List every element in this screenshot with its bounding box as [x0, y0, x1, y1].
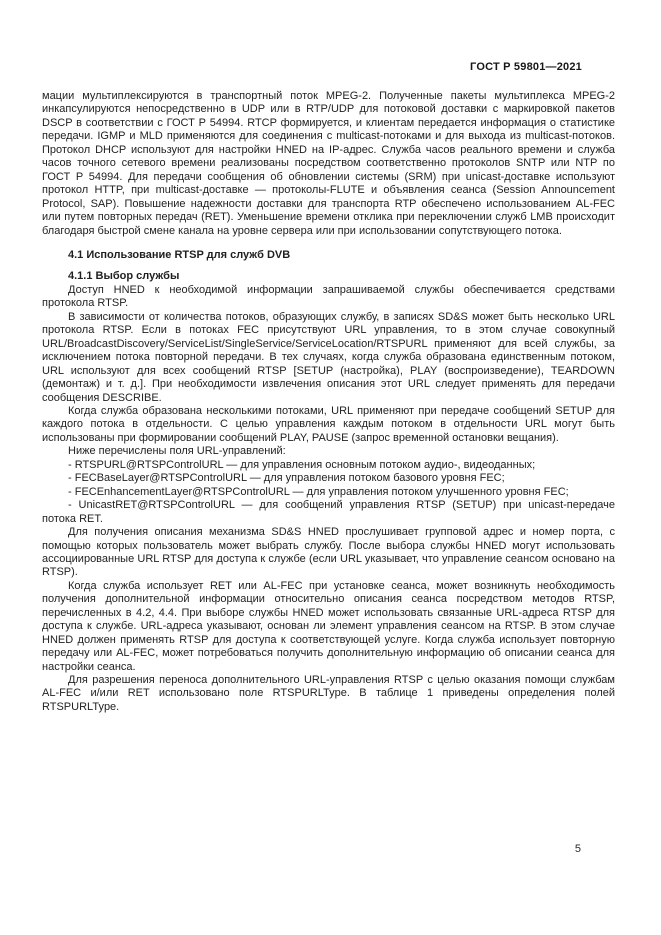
page-number: 5: [574, 843, 581, 855]
body-paragraph: Ниже перечислены поля URL-управлений:: [68, 445, 286, 458]
body-paragraph: Когда служба использует RET или AL-FEC при установке сеанса, может возникнуть необходимость получения дополнительной информации относительно описания сеанса посредством методов RTSP, перечисленных в 4.2, 4.4. При выборе службы HNED может использовать связанные URL-адреса RTSP для доступа к службе. URL-адреса указывают, основан ли элемент управления сеансом на RTSP. В этом случае HNED должен применять RTSP для доступа к соответствующей услуге. Когда служба использует повторную передачу или AL-FEC, может потребоваться получить дополнительную информацию об описании сеанса для настройки сеанса.: [42, 579, 615, 673]
url-control-list-item: - FECEnhancementLayer@RTSPControlURL — для управления потоком улучшенного уровня FEC;: [68, 485, 569, 498]
body-paragraph: Для разрешения переноса дополнительного URL-управления RTSP с целью оказания помощи службам AL-FEC и/или RET использовано поле RTSPURLType. В таблице 1 приведены определения полей RTSPURLType.: [42, 674, 615, 713]
body-paragraph: Когда служба образована несколькими потоками, URL применяют при передаче сообщений SETUP для каждого потока в отдельности. С целью управления каждым потоком в отдельности URL могут быть использованы при формировании сообщений PLAY, PAUSE (запрос временной остановки вещания).: [42, 404, 615, 444]
url-control-list-item: - FECBaseLayer@RTSPControlURL — для управления потоком базового уровня FEC;: [68, 472, 505, 485]
document-designation-header: ГОСТ Р 59801—2021: [470, 61, 582, 73]
url-control-list-item: - UnicastRET@RTSPControlURL — для сообщений управления RTSP (SETUP) при unicast-передаче потока RET.: [42, 499, 615, 525]
subsection-heading-4-1-1: 4.1.1 Выбор службы: [68, 270, 180, 283]
document-body: [42, 90, 615, 714]
url-control-list-item: - RTSPURL@RTSPControlURL — для управления основным потоком аудио-, видеоданных;: [68, 458, 536, 471]
body-paragraph: Для получения описания механизма SD&S HNED прослушивает групповой адрес и номер порта, с помощью которых пользователь может выбрать службу. После выбора службы HNED могут использовать ассоциированные URL RTSP для доступа к службе (если URL указывает, что управление сеансом основано на RTSP).: [42, 526, 615, 579]
section-heading-4-1: 4.1 Использование RTSP для служб DVB: [68, 248, 291, 261]
body-paragraph: Доступ HNED к необходимой информации запрашиваемой службы обеспечивается средствами протокола RTSP.: [42, 283, 615, 310]
intro-paragraph: мации мультиплексируются в транспортный поток MPEG-2. Полученные пакеты мультиплекса MPEG-2 инкапсулируются непосредственно в UDP или в RTP/UDP для потоковой доставки с маркировкой пакетов DSCP в соответствии с ГОСТ Р 54994. RTCP формируется, и клиентам передается информация о статистике передачи. IGMP и MLD применяются для соединения с multicast-потоками и для выхода из multicast-потоков. Протокол DHCP используют для настройки HNED на IP-адрес. Служба часов реального времени и служба часов точного сетевого времени реализованы посредством соответственно протоколов SNTP или NTP по ГОСТ Р 54994. Для передачи сообщения об обновлении системы (SRM) при unicast-доставке используют протокол HTTP, при multicast-доставке — протоколы-FLUTE и объявления сеанса (Session Announcement Protocol, SAP). Повышение надежности доставки для транспорта RTP обеспечено использованием AL-FEC или путем повторных передач (RET). Уменьшение времени отклика при переключении служб LMB происходит благодаря быстрой смене канала на уровне сервера или при использовании сопутствующего потока.: [42, 90, 615, 237]
body-paragraph: В зависимости от количества потоков, образующих службу, в записях SD&S может быть несколько URL протокола RTSP. Если в потоках FEC присутствуют URL управления, то в этом случае совокупный URL/BroadcastDiscovery/ServiceList/SingleService/ServiceLocation/RTSPURL применяют для всей службы, за исключением потока повторной передачи. В тех случаях, когда служба образована единственным потоком, URL используют для всех сообщений RTSP [SETUP (настройка), PLAY (воспроизведение), TEARDOWN (демонтаж) и т. д.]. При необходимости извлечения описания этот URL следует применять для передачи сообщения DESCRIBE.: [42, 310, 615, 404]
